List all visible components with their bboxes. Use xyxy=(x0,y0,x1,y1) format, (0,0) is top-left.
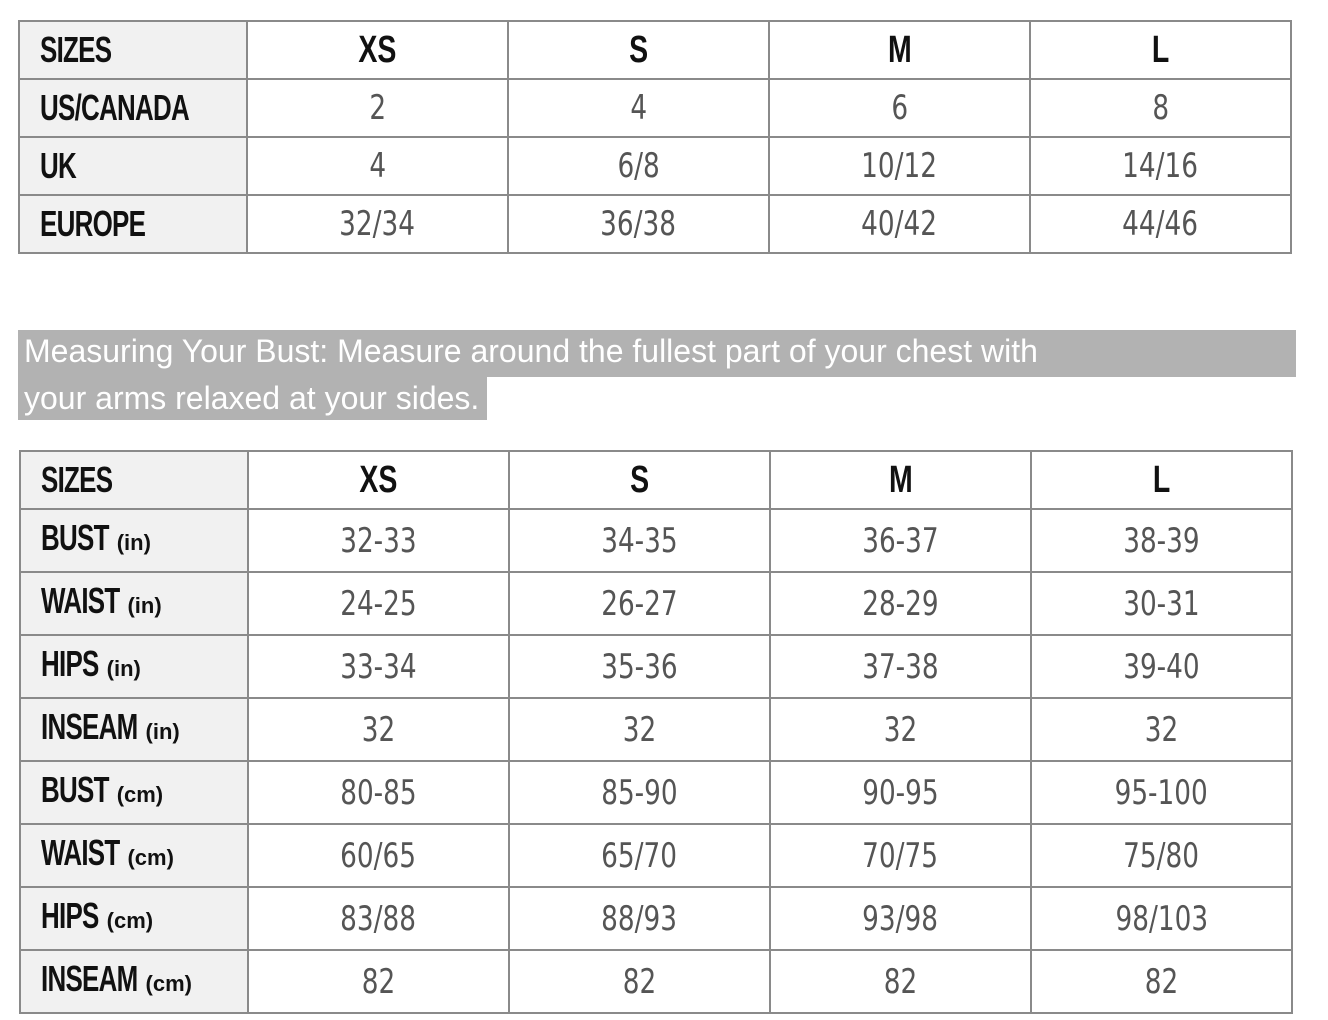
note-line-2: your arms relaxed at your sides. xyxy=(18,377,487,420)
table-cell: 82 xyxy=(1031,950,1292,1013)
row-label-waist-cm: WAIST (cm) xyxy=(20,824,248,887)
row-label-bust-cm: BUST (cm) xyxy=(20,761,248,824)
row-label-inseam-in: INSEAM (in) xyxy=(20,698,248,761)
table-header-row xyxy=(19,21,1291,79)
size-xs-header: XS xyxy=(247,21,508,79)
table-cell: 40/42 xyxy=(769,195,1030,253)
table-cell: 65/70 xyxy=(509,824,770,887)
table-cell: 6 xyxy=(769,79,1030,137)
table-row xyxy=(20,698,1292,761)
table-row xyxy=(19,137,1291,195)
table-cell: 24-25 xyxy=(248,572,509,635)
table-cell: 98/103 xyxy=(1031,887,1292,950)
table-cell: 32 xyxy=(1031,698,1292,761)
sizes-header-cell: SIZES xyxy=(20,451,248,509)
table-cell: 39-40 xyxy=(1031,635,1292,698)
row-label-inseam-cm: INSEAM (cm) xyxy=(20,950,248,1013)
table-cell: 82 xyxy=(248,950,509,1013)
table-cell: 32 xyxy=(248,698,509,761)
row-label-europe: EUROPE xyxy=(19,195,247,253)
table-cell: 93/98 xyxy=(770,887,1031,950)
size-xs-header: XS xyxy=(248,451,509,509)
table-cell: 8 xyxy=(1030,79,1291,137)
row-label-us-canada: US/CANADA xyxy=(19,79,247,137)
size-l-header: L xyxy=(1030,21,1291,79)
table-cell: 28-29 xyxy=(770,572,1031,635)
row-label-uk: UK xyxy=(19,137,247,195)
table-cell: 30-31 xyxy=(1031,572,1292,635)
table-cell: 75/80 xyxy=(1031,824,1292,887)
table-cell: 14/16 xyxy=(1030,137,1291,195)
table-cell: 10/12 xyxy=(769,137,1030,195)
table-row xyxy=(20,950,1292,1013)
row-label-hips-in: HIPS (in) xyxy=(20,635,248,698)
table-cell: 90-95 xyxy=(770,761,1031,824)
table-row xyxy=(20,572,1292,635)
table-cell: 34-35 xyxy=(509,509,770,572)
table-cell: 26-27 xyxy=(509,572,770,635)
table-row xyxy=(19,79,1291,137)
row-label-hips-cm: HIPS (cm) xyxy=(20,887,248,950)
size-m-header: M xyxy=(769,21,1030,79)
measurements-inches-table xyxy=(19,450,1293,762)
size-m-header: M xyxy=(770,451,1031,509)
sizes-header-cell: SIZES xyxy=(19,21,247,79)
table-cell: 33-34 xyxy=(248,635,509,698)
table-row xyxy=(20,509,1292,572)
table-cell: 36/38 xyxy=(508,195,769,253)
table-cell: 80-85 xyxy=(248,761,509,824)
table-row xyxy=(19,195,1291,253)
table-cell: 32/34 xyxy=(247,195,508,253)
table-cell: 4 xyxy=(508,79,769,137)
row-label-bust-in: BUST (in) xyxy=(20,509,248,572)
bust-measurement-note xyxy=(18,330,1296,420)
size-conversion-table xyxy=(18,20,1292,254)
table-header-row xyxy=(20,451,1292,509)
size-s-header: S xyxy=(508,21,769,79)
table-cell: 44/46 xyxy=(1030,195,1291,253)
table-cell: 88/93 xyxy=(509,887,770,950)
table-row xyxy=(20,824,1292,887)
table-cell: 4 xyxy=(247,137,508,195)
table-cell: 32 xyxy=(770,698,1031,761)
table-cell: 82 xyxy=(509,950,770,1013)
table-cell: 82 xyxy=(770,950,1031,1013)
table-cell: 36-37 xyxy=(770,509,1031,572)
note-line-1: Measuring Your Bust: Measure around the fullest part of your chest with xyxy=(18,330,1296,377)
table-cell: 32 xyxy=(509,698,770,761)
size-s-header: S xyxy=(509,451,770,509)
table-row xyxy=(20,761,1292,824)
table-cell: 60/65 xyxy=(248,824,509,887)
table-cell: 85-90 xyxy=(509,761,770,824)
table-cell: 37-38 xyxy=(770,635,1031,698)
row-label-waist-in: WAIST (in) xyxy=(20,572,248,635)
measurements-cm-table xyxy=(19,760,1293,1014)
table-cell: 95-100 xyxy=(1031,761,1292,824)
table-cell: 38-39 xyxy=(1031,509,1292,572)
table-row xyxy=(20,887,1292,950)
table-cell: 70/75 xyxy=(770,824,1031,887)
table-row xyxy=(20,635,1292,698)
table-cell: 32-33 xyxy=(248,509,509,572)
table-cell: 6/8 xyxy=(508,137,769,195)
size-l-header: L xyxy=(1031,451,1292,509)
table-cell: 83/88 xyxy=(248,887,509,950)
table-cell: 35-36 xyxy=(509,635,770,698)
table-cell: 2 xyxy=(247,79,508,137)
